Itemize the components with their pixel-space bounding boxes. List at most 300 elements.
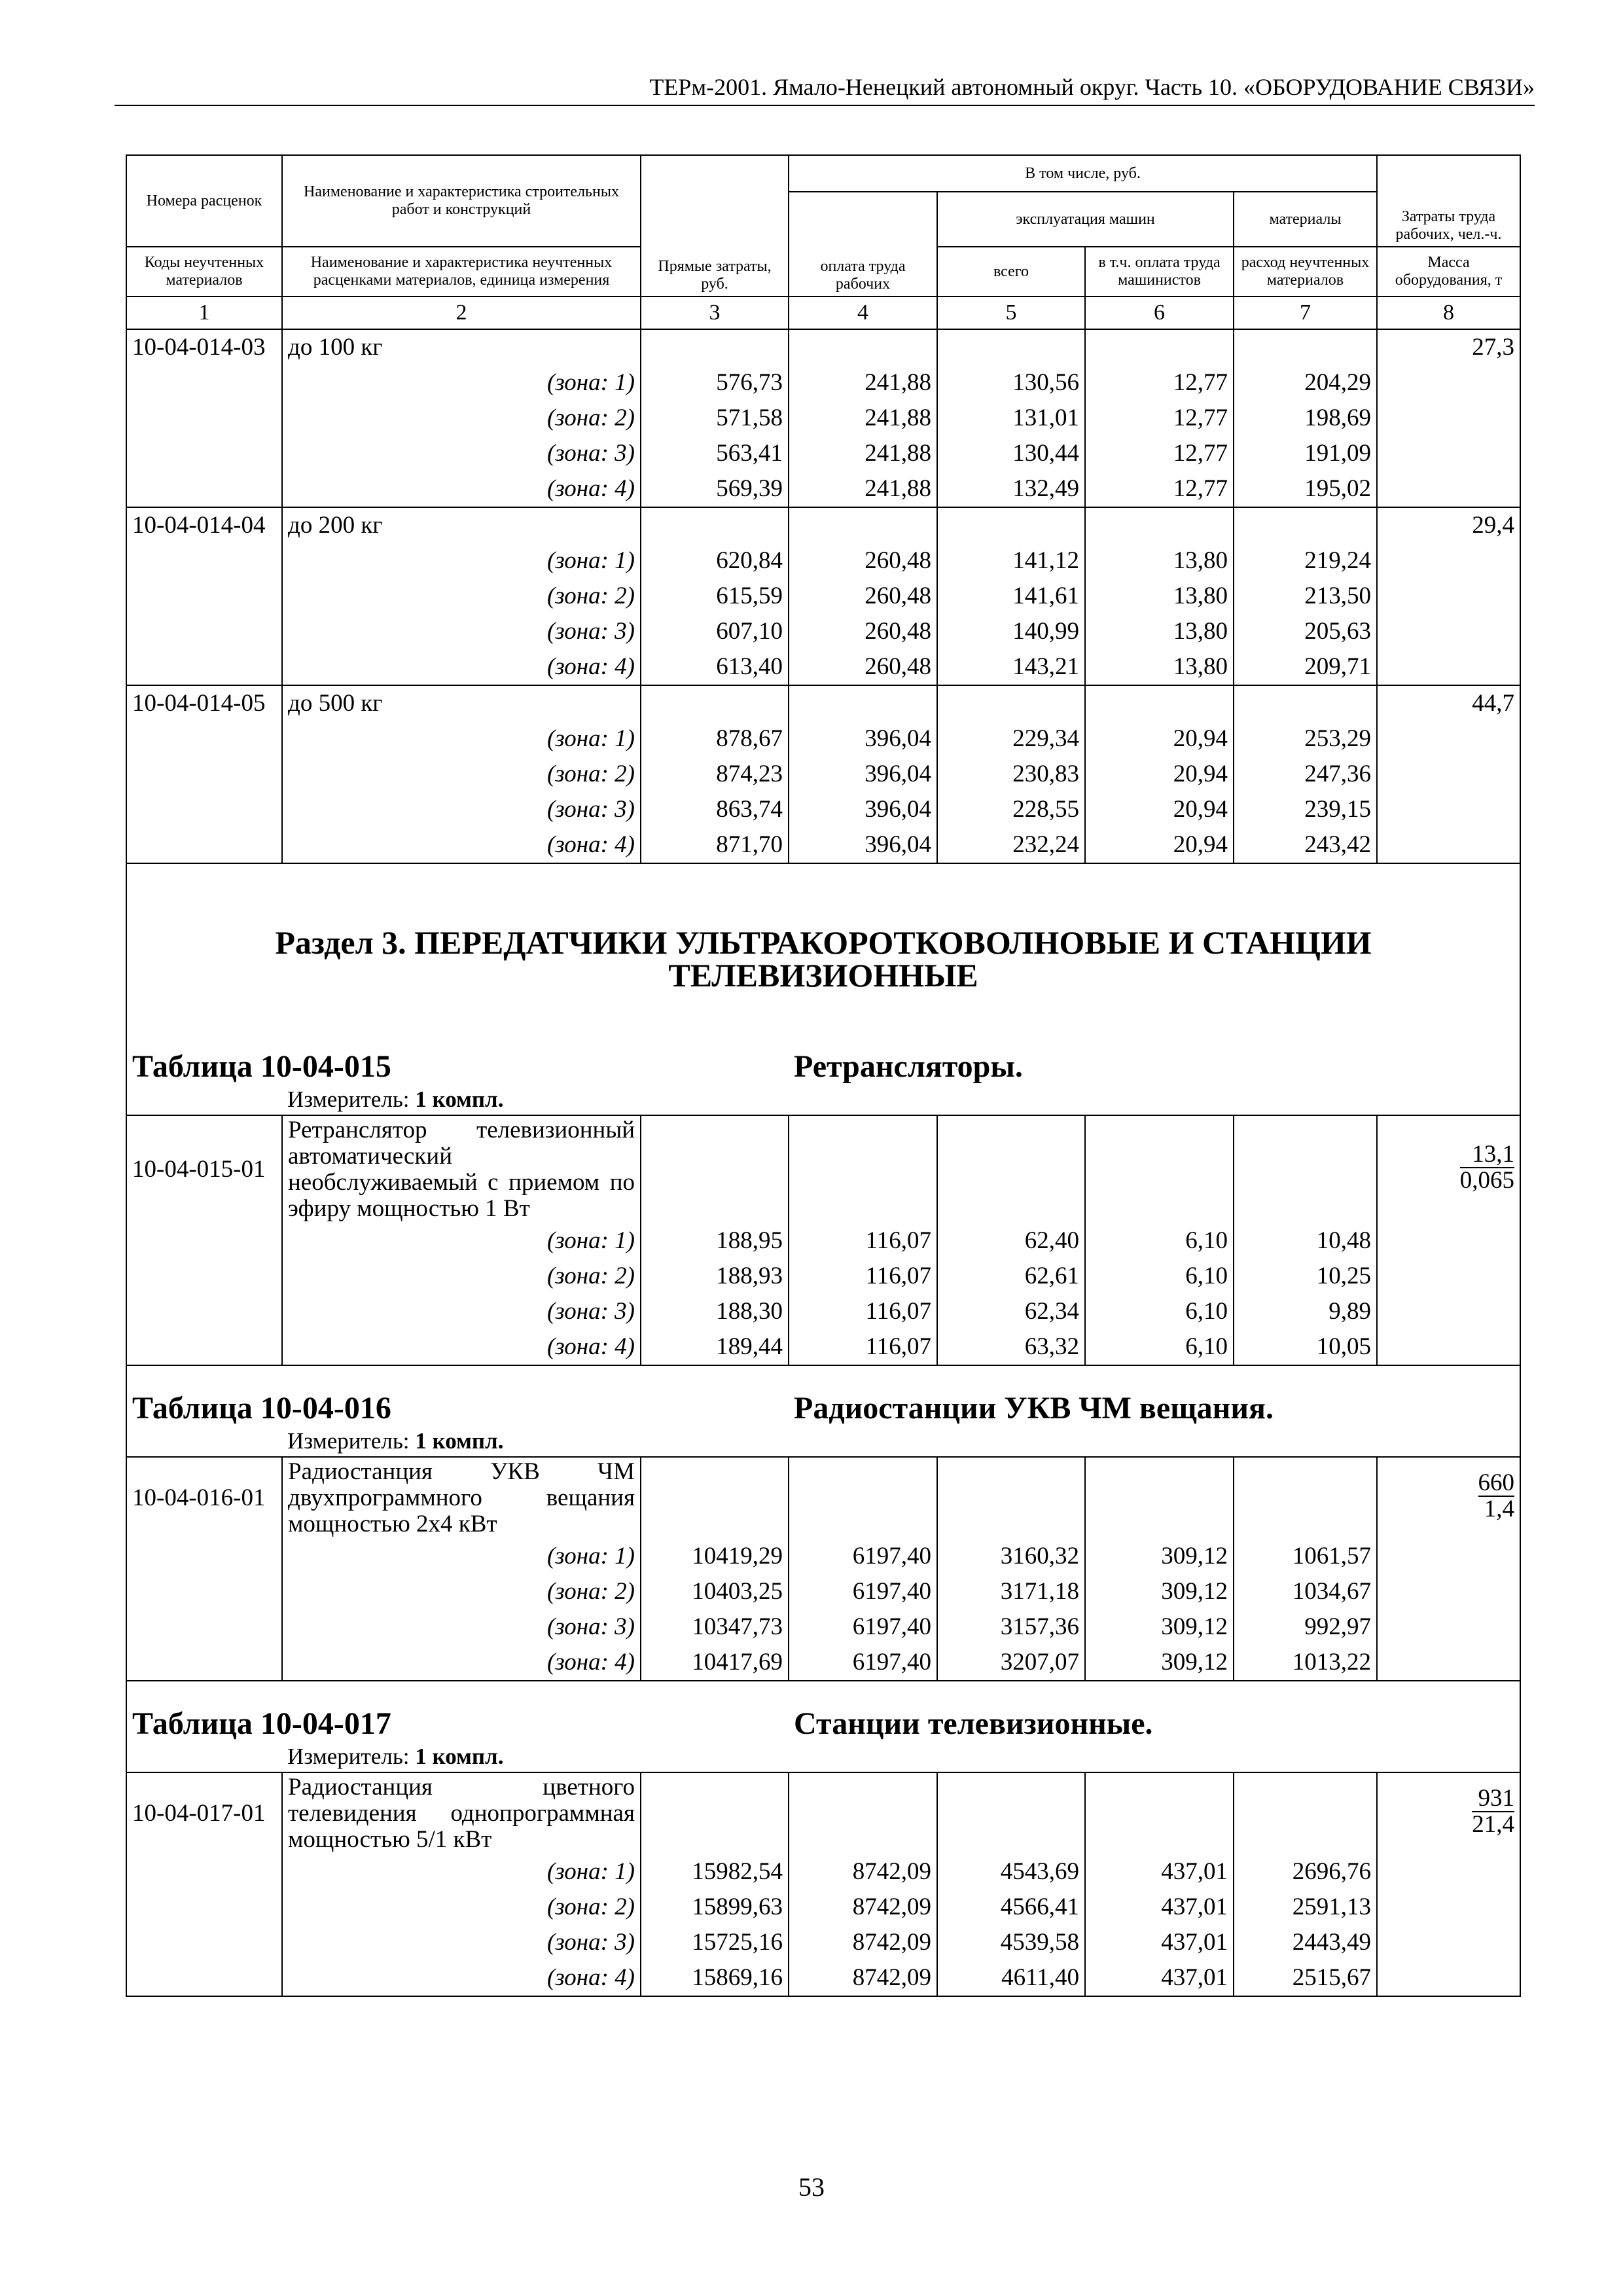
cost-value: 437,01 [1085, 1960, 1234, 1996]
empty-cell [789, 329, 937, 365]
cost-value: 241,88 [789, 401, 937, 436]
cost-value: 241,88 [789, 471, 937, 507]
cost-value: 607,10 [641, 614, 789, 649]
cost-value: 6197,40 [789, 1574, 937, 1609]
cost-value: 15982,54 [641, 1854, 789, 1890]
cost-value: 569,39 [641, 471, 789, 507]
cost-value: 15899,63 [641, 1890, 789, 1925]
zone-label: (зона: 4) [282, 1329, 641, 1365]
cost-value: 9,89 [1234, 1294, 1377, 1329]
cost-value: 20,94 [1085, 757, 1234, 792]
measurer-value: 1 компл. [415, 1744, 504, 1769]
cost-value: 8742,09 [789, 1854, 937, 1890]
cost-value: 10347,73 [641, 1609, 789, 1645]
col-header-labor: Затраты труда рабочих, чел.-ч. [1377, 155, 1520, 247]
labor-mass-fraction [1377, 1115, 1520, 1223]
zone-label: (зона: 3) [282, 792, 641, 827]
cost-value: 20,94 [1085, 792, 1234, 827]
cost-value: 10403,25 [641, 1574, 789, 1609]
empty-cell [126, 436, 282, 471]
col-header-material-codes: Коды неучтенных материалов [126, 247, 282, 296]
cost-value: 140,99 [937, 614, 1085, 649]
work-name: Ретранслятор телевизионный автоматический необслуживаемый с приемом по эфиру мощностью 1 Вт [282, 1115, 641, 1223]
table-row [126, 1890, 1520, 1925]
table-row [126, 792, 1520, 827]
table-title: Станции телевизионные. [789, 1681, 1520, 1742]
empty-cell [1234, 1115, 1377, 1223]
cost-value: 241,88 [789, 365, 937, 401]
cost-value: 62,40 [937, 1223, 1085, 1259]
empty-cell [1377, 827, 1520, 863]
col-header-material-names: Наименование и характеристика неучтенных расценками материалов, единица измерения [282, 247, 641, 296]
cost-value: 396,04 [789, 757, 937, 792]
header-rule [115, 105, 1535, 106]
table-row [126, 721, 1520, 757]
table-row [126, 1539, 1520, 1574]
work-name: до 100 кг [282, 329, 641, 365]
labor-value: 931 [1472, 1786, 1514, 1812]
table-row [126, 1645, 1520, 1681]
table-title: Ретрансляторы. [789, 1005, 1520, 1085]
table-title: Радиостанции УКВ ЧМ вещания. [789, 1365, 1520, 1426]
zone-label: (зона: 1) [282, 721, 641, 757]
cost-value: 4543,69 [937, 1854, 1085, 1890]
cost-value: 576,73 [641, 365, 789, 401]
cost-value: 213,50 [1234, 579, 1377, 614]
empty-cell [1377, 579, 1520, 614]
table-row [126, 579, 1520, 614]
cost-value: 20,94 [1085, 827, 1234, 863]
section-title-line: ТЕЛЕВИЗИОННЫЕ [668, 957, 978, 994]
cost-value: 116,07 [789, 1223, 937, 1259]
cost-value: 613,40 [641, 649, 789, 685]
table-row [126, 1925, 1520, 1960]
cost-value: 204,29 [1234, 365, 1377, 401]
empty-cell [126, 649, 282, 685]
col-header-machines-total: всего [937, 247, 1085, 296]
cost-value: 205,63 [1234, 614, 1377, 649]
cost-value: 3207,07 [937, 1645, 1085, 1681]
cost-value: 396,04 [789, 827, 937, 863]
empty-cell [126, 757, 282, 792]
cost-value: 12,77 [1085, 436, 1234, 471]
cost-value: 230,83 [937, 757, 1085, 792]
cost-value: 189,44 [641, 1329, 789, 1365]
labor-value: 44,7 [1377, 685, 1520, 721]
empty-cell [937, 507, 1085, 543]
empty-cell [1085, 329, 1234, 365]
zone-label: (зона: 2) [282, 1574, 641, 1609]
empty-cell [789, 685, 937, 721]
cost-value: 260,48 [789, 579, 937, 614]
col-number: 7 [1234, 296, 1377, 329]
cost-value: 260,48 [789, 649, 937, 685]
work-name: до 500 кг [282, 685, 641, 721]
table-label: Таблица 10-04-017 [126, 1681, 789, 1742]
col-header-material-consumption: расход неучтенных материалов [1234, 247, 1377, 296]
empty-cell [937, 1772, 1085, 1854]
cost-value: 863,74 [641, 792, 789, 827]
cost-value: 243,42 [1234, 827, 1377, 863]
empty-cell [126, 1574, 282, 1609]
fraction [1472, 1786, 1514, 1837]
zone-label: (зона: 3) [282, 1294, 641, 1329]
measurer [282, 1085, 1520, 1115]
cost-value: 309,12 [1085, 1645, 1234, 1681]
zone-label: (зона: 3) [282, 1609, 641, 1645]
mass-value: 1,4 [1484, 1496, 1514, 1522]
empty-cell [641, 507, 789, 543]
cost-value: 253,29 [1234, 721, 1377, 757]
empty-cell [126, 1742, 282, 1772]
cost-value: 437,01 [1085, 1925, 1234, 1960]
table-label: Таблица 10-04-016 [126, 1365, 789, 1426]
col-number: 3 [641, 296, 789, 329]
cost-value: 6,10 [1085, 1259, 1234, 1294]
cost-value: 3157,36 [937, 1609, 1085, 1645]
empty-cell [1377, 614, 1520, 649]
measurer-label: Измеритель: [287, 1428, 410, 1454]
cost-value: 396,04 [789, 721, 937, 757]
cost-value: 247,36 [1234, 757, 1377, 792]
labor-value: 13,1 [1460, 1142, 1514, 1168]
zone-label: (зона: 2) [282, 401, 641, 436]
zone-label: (зона: 3) [282, 614, 641, 649]
cost-value: 309,12 [1085, 1609, 1234, 1645]
table-row [126, 685, 1520, 721]
empty-cell [126, 1539, 282, 1574]
cost-value: 62,61 [937, 1259, 1085, 1294]
empty-cell [126, 365, 282, 401]
cost-value: 188,95 [641, 1223, 789, 1259]
empty-cell [1234, 507, 1377, 543]
cost-value: 195,02 [1234, 471, 1377, 507]
empty-cell [641, 329, 789, 365]
cost-value: 2443,49 [1234, 1925, 1377, 1960]
table-row [126, 1294, 1520, 1329]
col-header-workers-pay: оплата труда рабочих [789, 192, 937, 296]
empty-cell [1377, 436, 1520, 471]
measurer-value: 1 компл. [415, 1086, 504, 1112]
empty-cell [126, 1960, 282, 1996]
cost-value: 874,23 [641, 757, 789, 792]
table-row [126, 471, 1520, 507]
measurer [282, 1742, 1520, 1772]
table-row [126, 1223, 1520, 1259]
labor-value: 29,4 [1377, 507, 1520, 543]
cost-value: 8742,09 [789, 1960, 937, 1996]
empty-cell [1377, 1609, 1520, 1645]
cost-value: 2515,67 [1234, 1960, 1377, 1996]
col-header-including: В том числе, руб. [789, 155, 1377, 192]
measurer-label: Измеритель: [287, 1086, 410, 1112]
labor-value: 660 [1478, 1469, 1514, 1496]
col-number: 5 [937, 296, 1085, 329]
empty-cell [937, 329, 1085, 365]
zone-label: (зона: 4) [282, 471, 641, 507]
col-number: 1 [126, 296, 282, 329]
empty-cell [126, 471, 282, 507]
cost-value: 992,97 [1234, 1609, 1377, 1645]
empty-cell [641, 1115, 789, 1223]
zone-label: (зона: 3) [282, 436, 641, 471]
empty-cell [1377, 1539, 1520, 1574]
cost-value: 620,84 [641, 543, 789, 579]
empty-cell [1234, 685, 1377, 721]
cost-value: 10417,69 [641, 1645, 789, 1681]
work-name: Радиостанция цветного телевидения однопрограммная мощностью 5/1 кВт [282, 1772, 641, 1854]
cost-value: 15869,16 [641, 1960, 789, 1996]
cost-value: 191,09 [1234, 436, 1377, 471]
col-header-machines: эксплуатация машин [937, 192, 1234, 247]
cost-value: 141,12 [937, 543, 1085, 579]
section-title-line: Раздел 3. ПЕРЕДАТЧИКИ УЛЬТРАКОРОТКОВОЛНОВЫЕ И СТАНЦИИ [275, 924, 1372, 961]
cost-value: 12,77 [1085, 401, 1234, 436]
cost-value: 3160,32 [937, 1539, 1085, 1574]
empty-cell [1377, 1329, 1520, 1365]
cost-value: 130,44 [937, 436, 1085, 471]
zone-label: (зона: 1) [282, 365, 641, 401]
measurer-value: 1 компл. [415, 1428, 504, 1454]
cost-value: 198,69 [1234, 401, 1377, 436]
empty-cell [1377, 543, 1520, 579]
empty-cell [126, 543, 282, 579]
empty-cell [1377, 792, 1520, 827]
col-header-equipment-mass: Масса оборудования, т [1377, 247, 1520, 296]
zone-label: (зона: 1) [282, 1223, 641, 1259]
rate-code: 10-04-014-04 [126, 507, 282, 543]
cost-value: 10419,29 [641, 1539, 789, 1574]
empty-cell [1085, 1115, 1234, 1223]
col-number: 6 [1085, 296, 1234, 329]
empty-cell [126, 1329, 282, 1365]
cost-value: 871,70 [641, 827, 789, 863]
empty-cell [126, 1609, 282, 1645]
table-row [126, 507, 1520, 543]
cost-value: 10,25 [1234, 1259, 1377, 1294]
empty-cell [1085, 1457, 1234, 1539]
cost-value: 15725,16 [641, 1925, 789, 1960]
empty-cell [1377, 1890, 1520, 1925]
empty-cell [126, 1426, 282, 1457]
cost-value: 62,34 [937, 1294, 1085, 1329]
table-row [126, 543, 1520, 579]
empty-cell [1085, 507, 1234, 543]
col-header-rate-number: Номера расценок [126, 155, 282, 247]
cost-value: 13,80 [1085, 649, 1234, 685]
empty-cell [789, 1457, 937, 1539]
cost-value: 2696,76 [1234, 1854, 1377, 1890]
zone-label: (зона: 2) [282, 1259, 641, 1294]
cost-value: 141,61 [937, 579, 1085, 614]
cost-value: 13,80 [1085, 579, 1234, 614]
cost-value: 12,77 [1085, 365, 1234, 401]
empty-cell [789, 1115, 937, 1223]
cost-value: 132,49 [937, 471, 1085, 507]
empty-cell [641, 685, 789, 721]
work-name: Радиостанция УКВ ЧМ двухпрограммного вещания мощностью 2х4 кВт [282, 1457, 641, 1539]
table-row [126, 1259, 1520, 1294]
empty-cell [1234, 1772, 1377, 1854]
zone-label: (зона: 2) [282, 757, 641, 792]
section-heading [126, 863, 1520, 1005]
table-row [126, 1854, 1520, 1890]
table-row [126, 1609, 1520, 1645]
table-row [126, 1574, 1520, 1609]
mass-value: 21,4 [1472, 1811, 1514, 1838]
empty-cell [126, 721, 282, 757]
cost-value: 260,48 [789, 614, 937, 649]
rate-code: 10-04-014-03 [126, 329, 282, 365]
fraction [1460, 1142, 1514, 1193]
empty-cell [1085, 1772, 1234, 1854]
empty-cell [1377, 1925, 1520, 1960]
cost-value: 229,34 [937, 721, 1085, 757]
empty-cell [1377, 1574, 1520, 1609]
cost-value: 437,01 [1085, 1890, 1234, 1925]
cost-value: 188,30 [641, 1294, 789, 1329]
empty-cell [126, 792, 282, 827]
empty-cell [937, 1115, 1085, 1223]
cost-value: 10,05 [1234, 1329, 1377, 1365]
cost-value: 1013,22 [1234, 1645, 1377, 1681]
empty-cell [1377, 471, 1520, 507]
rate-code: 10-04-016-01 [126, 1457, 282, 1539]
empty-cell [1377, 757, 1520, 792]
empty-cell [126, 1854, 282, 1890]
empty-cell [937, 1457, 1085, 1539]
cost-value: 563,41 [641, 436, 789, 471]
fraction [1478, 1471, 1515, 1522]
cost-value: 8742,09 [789, 1925, 937, 1960]
cost-value: 3171,18 [937, 1574, 1085, 1609]
table-row [126, 649, 1520, 685]
table-label: Таблица 10-04-015 [126, 1005, 789, 1085]
price-table [126, 154, 1521, 1997]
table-row [126, 401, 1520, 436]
cost-value: 4566,41 [937, 1890, 1085, 1925]
empty-cell [1377, 721, 1520, 757]
work-name: до 200 кг [282, 507, 641, 543]
cost-value: 1061,57 [1234, 1539, 1377, 1574]
cost-value: 6,10 [1085, 1294, 1234, 1329]
measurer-label: Измеритель: [287, 1744, 410, 1769]
cost-value: 6,10 [1085, 1223, 1234, 1259]
empty-cell [1234, 329, 1377, 365]
cost-value: 4611,40 [937, 1960, 1085, 1996]
cost-value: 219,24 [1234, 543, 1377, 579]
zone-label: (зона: 1) [282, 543, 641, 579]
col-number: 2 [282, 296, 641, 329]
empty-cell [1377, 1854, 1520, 1890]
cost-value: 571,58 [641, 401, 789, 436]
cost-value: 131,01 [937, 401, 1085, 436]
page-number: 53 [798, 2172, 825, 2202]
empty-cell [1377, 1259, 1520, 1294]
cost-value: 309,12 [1085, 1539, 1234, 1574]
cost-value: 239,15 [1234, 792, 1377, 827]
zone-label: (зона: 4) [282, 649, 641, 685]
cost-value: 396,04 [789, 792, 937, 827]
table-row [126, 1329, 1520, 1365]
empty-cell [1377, 1960, 1520, 1996]
cost-value: 6,10 [1085, 1329, 1234, 1365]
empty-cell [937, 685, 1085, 721]
labor-mass-fraction [1377, 1772, 1520, 1854]
empty-cell [126, 1925, 282, 1960]
empty-cell [126, 614, 282, 649]
empty-cell [126, 1294, 282, 1329]
empty-cell [1377, 365, 1520, 401]
empty-cell [126, 1259, 282, 1294]
zone-label: (зона: 2) [282, 579, 641, 614]
empty-cell [1085, 685, 1234, 721]
cost-value: 209,71 [1234, 649, 1377, 685]
empty-cell [126, 579, 282, 614]
col-header-materials: материалы [1234, 192, 1377, 247]
measurer [282, 1426, 1520, 1457]
cost-value: 260,48 [789, 543, 937, 579]
cost-value: 309,12 [1085, 1574, 1234, 1609]
cost-value: 116,07 [789, 1294, 937, 1329]
zone-label: (зона: 1) [282, 1539, 641, 1574]
zone-label: (зона: 2) [282, 1890, 641, 1925]
table-row [126, 827, 1520, 863]
col-header-direct-costs: Прямые затраты, руб. [641, 155, 789, 296]
cost-value: 116,07 [789, 1329, 937, 1365]
table-row [126, 436, 1520, 471]
cost-value: 2591,13 [1234, 1890, 1377, 1925]
cost-value: 6197,40 [789, 1539, 937, 1574]
table-row [126, 365, 1520, 401]
cost-value: 8742,09 [789, 1890, 937, 1925]
cost-value: 6197,40 [789, 1609, 937, 1645]
zone-label: (зона: 4) [282, 827, 641, 863]
col-number: 8 [1377, 296, 1520, 329]
empty-cell [126, 827, 282, 863]
zone-label: (зона: 1) [282, 1854, 641, 1890]
cost-value: 188,93 [641, 1259, 789, 1294]
rate-code: 10-04-015-01 [126, 1115, 282, 1223]
zone-label: (зона: 4) [282, 1960, 641, 1996]
cost-value: 878,67 [641, 721, 789, 757]
table-row [126, 757, 1520, 792]
empty-cell [641, 1772, 789, 1854]
cost-value: 232,24 [937, 827, 1085, 863]
empty-cell [641, 1457, 789, 1539]
cost-value: 10,48 [1234, 1223, 1377, 1259]
empty-cell [126, 1223, 282, 1259]
empty-cell [126, 1890, 282, 1925]
labor-mass-fraction [1377, 1457, 1520, 1539]
running-header: ТЕРм-2001. Ямало-Ненецкий автономный округ. Часть 10. «ОБОРУДОВАНИЕ СВЯЗИ» [649, 74, 1535, 100]
cost-value: 615,59 [641, 579, 789, 614]
empty-cell [789, 1772, 937, 1854]
empty-cell [126, 401, 282, 436]
mass-value: 0,065 [1459, 1167, 1514, 1194]
cost-value: 116,07 [789, 1259, 937, 1294]
cost-value: 13,80 [1085, 614, 1234, 649]
col-header-machinists-pay: в т.ч. оплата труда машинистов [1085, 247, 1234, 296]
rate-code: 10-04-017-01 [126, 1772, 282, 1854]
empty-cell [1377, 649, 1520, 685]
zone-label: (зона: 3) [282, 1925, 641, 1960]
cost-value: 6197,40 [789, 1645, 937, 1681]
empty-cell [1377, 1223, 1520, 1259]
table-row [126, 329, 1520, 365]
empty-cell [1234, 1457, 1377, 1539]
empty-cell [1377, 1645, 1520, 1681]
